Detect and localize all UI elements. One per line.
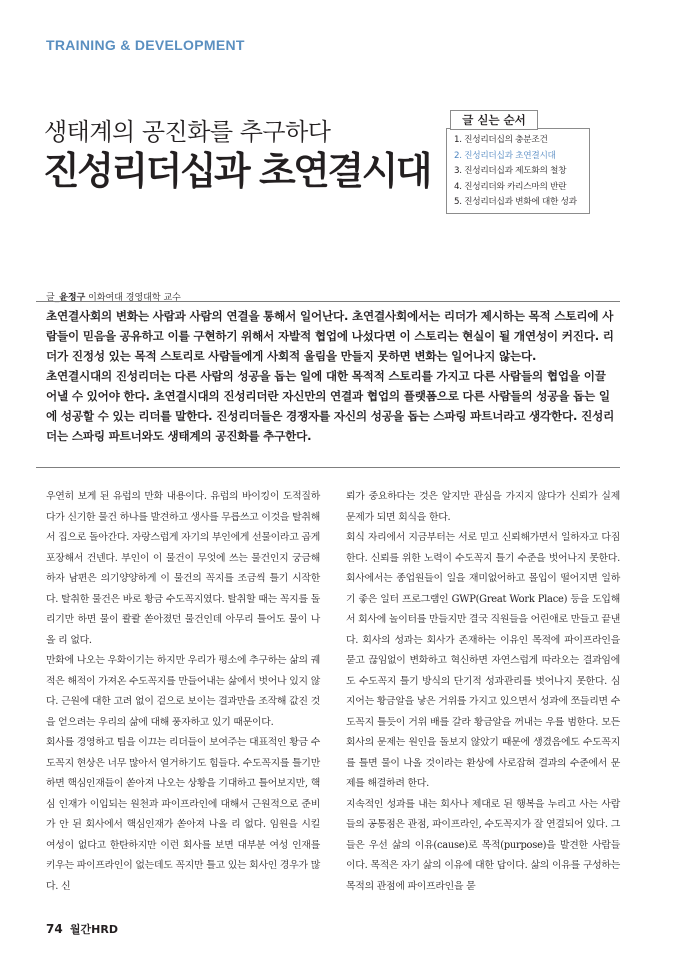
divider xyxy=(36,467,620,468)
article-subtitle: 생태계의 공진화를 추구하다 xyxy=(44,118,331,146)
author-affiliation: 이화여대 경영대학 교수 xyxy=(88,293,181,303)
body-column-left xyxy=(46,487,320,897)
body-paragraph: 회사를 경영하고 팀을 이끄는 리더들이 보여주는 대표적인 황금 수도꼭지 현상은 너무 많아서 열거하기도 힘들다. 수도꼭지를 틀기만 하면 핵심인재들이 쏟아져 나오는 상황을 기대하고 틀어보지만, 핵심 인재가 이입되는 원천과 파이프라인에 대해서 근원적으로 준비가 안 된 회사에서 핵심인재가 쏟아져 나올 리 없다. 임원을 시킬 여성이 없다고 한탄하지만 이런 회사를 보면 대부분 여성 인재를 키우는 파이프라인이 없는데도 꼭지만 틀고 있는 회사인 경우가 많다. 신 xyxy=(46,737,320,892)
body-paragraph: 회식 자리에서 지금부터는 서로 믿고 신뢰해가면서 일하자고 다짐한다. 신뢰를 위한 노력이 수도꼭지 틀기 수준을 벗어나지 못한다. 회사에서는 종업원들이 일을 재미없어하고 몰입이 떨어지면 일하기 좋은 일터 프로그램인 GWP(Great Work Place) 등을 도입해서 회사에 놀이터를 만들지만 결국 직원들을 어린애로 만들고 끝낸다. 회사의 성과는 회사가 존재하는 이유인 목적에 파이프라인을 묻고 끊임없이 변화하고 혁신하면 자연스럽게 따라오는 결과임에도 수도꼭지 틀기 방식의 단기적 성과관리를 벗어나지 못한다. 심지어는 황금알을 낳은 거위를 가지고 있으면서 성과에 쪼들리면 수도꼭지 틀듯이 거위 배를 갈라 황금알을 꺼내는 우를 범한다. 모든 회사의 문제는 원인을 돌보지 않았기 때문에 생겼음에도 수도꼭지를 틀면 물이 나올 것이라는 환상에 사로잡혀 결과의 수준에서 문제를 해결하려 한다. xyxy=(346,532,620,789)
lead-text: 초연결시대의 진성리더는 다른 사람의 성공을 돕는 일에 대한 목적적 스토리를 가지고 다른 사람들의 협업을 이끌어낼 수 있어야 한다. 초연결시대의 진성리더란 자신만의 연결과 협업의 플랫폼으로 다른 사람들의 성공을 돕는 일에 성공할 수 있는 리더를 말한다. 진성리더들은 경쟁자를 자신의 성공을 돕는 스파링 파트너라고 생각한다. 진성리더는 스파링 파트너와도 생태계의 공진화를 추구한다. xyxy=(46,369,615,443)
article-title: 진성리더십과 초연결시대 xyxy=(43,149,431,193)
body-paragraph: 만화에 나오는 우화이기는 하지만 우리가 평소에 추구하는 삶의 궤적은 해적이 가져온 수도꼭지를 만들어내는 삶에서 벗어나 있지 않다. 근원에 대한 고려 없이 겉으로 보이는 결과만을 조작해 값진 것을 얻으려는 우리의 삶에 대해 풍자하고 있기 때문이다. xyxy=(46,655,320,728)
toc-list xyxy=(447,129,589,211)
lead-text: 초연결사회의 변화는 사람과 사람의 연결을 통해서 일어난다. 초연결사회에서는 리더가 제시하는 목적 스토리에 사람들이 믿음을 공유하고 이를 구현하기 위해서 자발적 협업에 나섰다면 이 스토리는 현실이 될 개연성이 커진다. 리더가 진정성 있는 목적 스토리로 사람들에게 사회적 울림을 만들지 못하면 변화는 일어나지 않는다. xyxy=(46,309,614,363)
byline-prefix: 글_ xyxy=(46,293,60,303)
body-paragraph: 우연히 보게 된 유럽의 만화 내용이다. 유럽의 바이킹이 도적질하다가 신기한 물건 하나를 발견하고 생사를 무릅쓰고 이것을 탈취해서 집으로 돌아간다. 자랑스럽게 자기의 부인에게 선물이라고 곱게 포장해서 건넨다. 부인이 이 물건이 무엇에 쓰는 물건인지 궁금해 하자 남편은 의기양양하게 이 물건의 꼭지를 조금씩 틀기 시작한다. 탈취한 물건은 바로 황금 수도꼭지였다. 탈취할 때는 꼭지를 돌리기만 하면 물이 콸콸 쏟아졌던 물건인데 아무리 틀어도 물이 나올 리 없다. xyxy=(46,491,320,646)
body-paragraph: 지속적인 성과를 내는 회사나 제대로 된 행복을 누리고 사는 사람들의 공통점은 관점, 파이프라인, 수도꼭지가 잘 연결되어 있다. 그들은 우선 삶의 이유(cause)로 목적(purpose)을 발견한 사람들이다. 목적은 자기 삶의 이유에 대한 답이다. 삶의 이유를 구성하는 목적의 관점에 파이프라인을 묻 xyxy=(346,798,620,892)
toc-item: 1. 진성리더십의 충분조건 xyxy=(454,135,548,145)
page-footer xyxy=(46,921,118,937)
toc-item: 5. 진성리더십과 변화에 대한 성과 xyxy=(454,197,577,208)
body-column-right xyxy=(346,487,620,897)
toc-box xyxy=(446,128,590,214)
toc-label: 글 싣는 순서 xyxy=(450,110,538,130)
lead-paragraph xyxy=(46,306,616,446)
toc-item: 4. 진성리더와 카리스마의 반란 xyxy=(454,181,567,192)
body-paragraph: 뢰가 중요하다는 것은 알지만 관심을 가지지 않다가 신뢰가 실제 문제가 되면 회식을 한다. xyxy=(346,491,620,523)
toc-item-current: 2. 진성리더십과 초연결시대 xyxy=(454,150,556,161)
magazine-name: 월간HRD xyxy=(69,923,118,936)
section-header: TRAINING & DEVELOPMENT xyxy=(46,37,245,53)
page-number: 74 xyxy=(46,922,63,936)
divider xyxy=(36,301,620,302)
toc-item: 3. 진성리더십과 제도화의 철창 xyxy=(454,166,567,177)
author-name: 윤정구 xyxy=(59,293,86,303)
